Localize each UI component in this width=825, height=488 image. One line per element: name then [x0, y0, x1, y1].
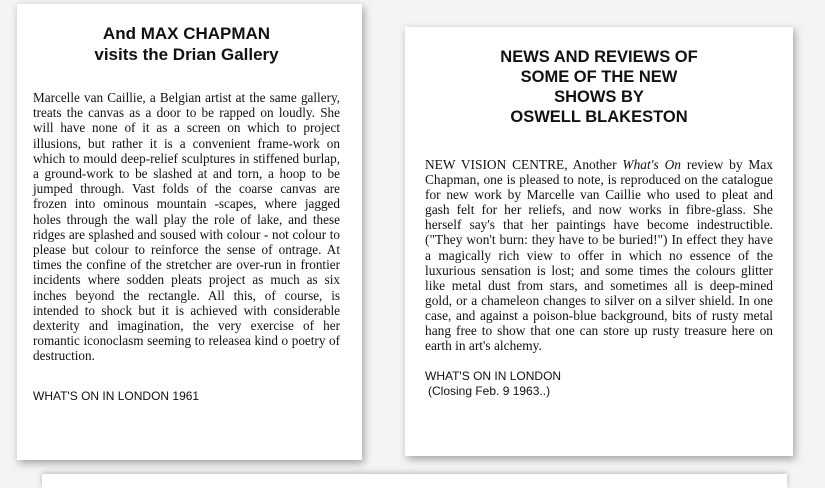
- left-body-text: Marcelle van Caillie, a Belgian artist at the same gallery, treats the canvas as a door to be rapped on loudly. She will have none of it as a screen on which to project illusions, but rather it is a convenient frame-work on which to mould deep-relief sculptures in stiffened burlap, a ground-work to be slashed at and torn, a hoop to be jumped through. Vast folds of the coarse canvas are frozen into ominous mountain -scapes, where jagged holes through the wall play the role of lake, and these ridges are splashed and soused with colour - not colour to please but colour to reinforce the sense of ontrage. At times the confine of the stretcher are over-run in frontier incidents where sodden pleats project as much as six inches beyond the rectangle. All this, of course, is intended to shock but it is achieved with considerable dexterity and imagination, the very exercise of her romantic iconoclasm seeming to releasea kind o poetry of destruction.: [33, 90, 340, 364]
- right-heading-line-4: OSWELL BLAKESTON: [510, 108, 688, 126]
- left-heading-line-2: visits the Drian Gallery: [94, 45, 279, 64]
- bottom-clipping-edge: [42, 474, 787, 488]
- left-source: [33, 389, 340, 404]
- right-body-part-1: NEW VISION CENTRE, Another: [425, 157, 623, 172]
- right-body-part-2: review by Max Chapman, one is pleased to note, is reproduced on the catalogue for new work by Marcelle van Caillie who used to pleat and gash felt for her reliefs, and now works in fibre-glass. She herself say's that her paintings have become indestructible. ("They won't burn: they have to be buried!") In effect they have a magically rich view to offer in which no essence of the luxurious sensation is lost; and some times the colours glitter like metal dust from stars, and sometimes all is deep-mined gold, or a chameleon changes to silver on a silver shield. In one case, and against a poison-blue background, bits of rusty metal hang free to show that one can store up rusty treasure here on earth in art's alchemy.: [425, 157, 773, 354]
- right-heading-line-2: SOME OF THE NEW: [520, 68, 678, 86]
- left-clipping: [17, 4, 362, 460]
- left-heading-line-1: And MAX CHAPMAN: [102, 24, 271, 43]
- right-heading: [425, 27, 773, 127]
- right-source-line-2: (Closing Feb. 9 1963..): [428, 384, 551, 399]
- right-source-line-1: WHAT'S ON IN LONDON: [425, 369, 562, 384]
- right-heading-line-3: SHOWS BY: [554, 88, 644, 106]
- right-body-text: [425, 157, 773, 353]
- left-heading: [33, 4, 340, 65]
- left-source-line: WHAT'S ON IN LONDON 1961: [33, 388, 200, 403]
- right-source: [425, 369, 773, 399]
- right-body-italic-title: What's On: [622, 157, 681, 172]
- right-heading-line-1: NEWS AND REVIEWS OF: [500, 48, 698, 66]
- right-clipping: [405, 27, 793, 456]
